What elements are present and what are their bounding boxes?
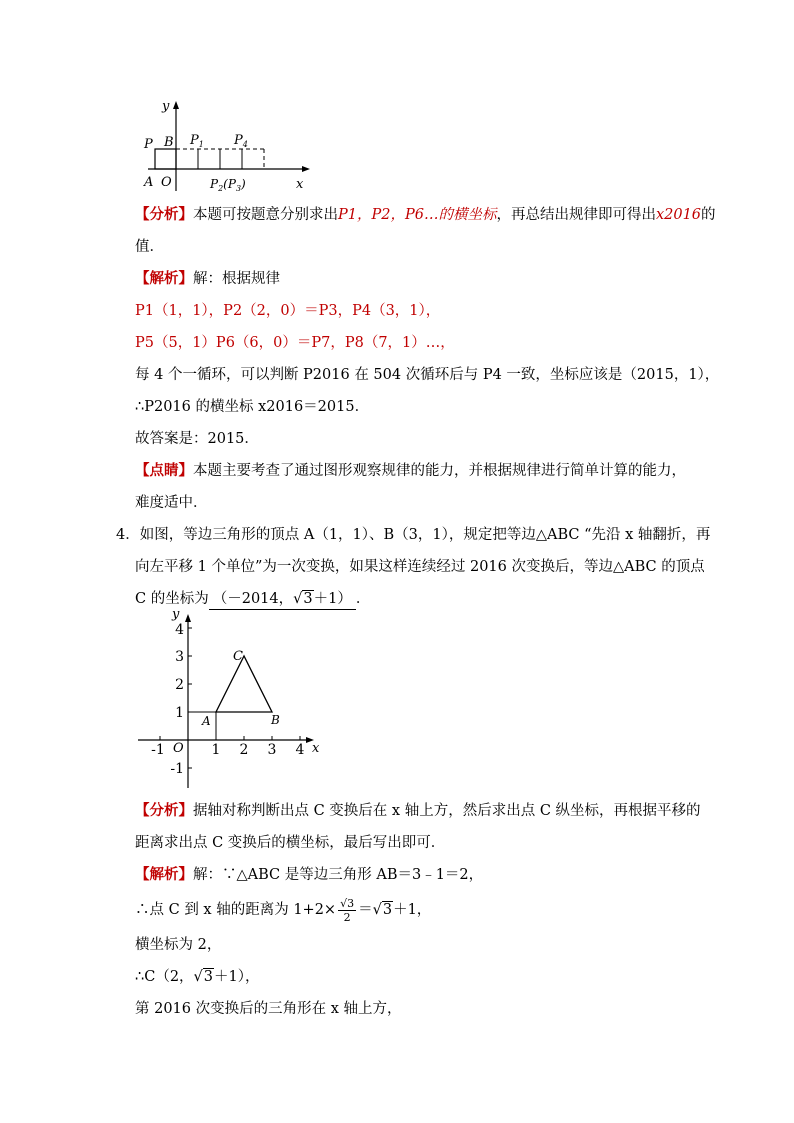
fig1-label-o: O [161,175,172,190]
figure-sequence [140,96,320,198]
p3-cycle-line: 每 4 个一循环，可以判断 P2016 在 504 次循环后与 P4 一致，坐标应该是（2015，1）， [135,367,720,383]
fig1-label-p: P [144,137,153,152]
problem-number: 4． [116,527,140,543]
p3-analysis-line1: 【分析】本题可按题意分别求出P1，P2，P6…的横坐标，再总结出规律即可得出x2016的 [135,206,716,223]
p4-question-line2: 向左平移 1 个单位”为一次变换，如果这样连续经过 2016 次变换后，等边△ABC 的顶点 [135,559,705,575]
fraction: $\frac{√3}{2}$ [340,896,355,924]
fig1-label-p4: $P_4$ [234,133,248,149]
p3-therefore-line: ∴P2016 的横坐标 x2016＝2015． [135,399,370,415]
sqrt: √3 [193,969,214,985]
p3-answer-line: 故答案是：2015． [135,431,259,447]
analysis-tag: 【分析】 [135,802,193,819]
p4-coord-line: ∴C（2，√3＋1）， [135,969,260,985]
p3-sequence-line1: P1（1，1），P2（2，0）＝P3，P4（3，1）， [135,303,441,319]
p3-analysis-line2: 值． [135,239,164,255]
fig1-label-a: A [144,175,154,190]
p3-sequence-line2: P5（5，1）P6（6，0）＝P7，P8（7，1）…， [135,335,455,351]
p3-comment-line1: 【点睛】本题主要考查了通过图形观察规律的能力，并根据规律进行简单计算的能力， [135,462,686,479]
fig2-x-label: x [312,741,320,756]
p4-analysis-line1: 【分析】据轴对称判断出点 C 变换后在 x 轴上方，然后求出点 C 纵坐标，再根据平移的 [135,802,701,819]
fig2-y-tick: -1 [170,761,184,777]
analysis-tag: 【分析】 [135,206,193,223]
fig2-y-tick: 4 [175,622,184,638]
answer-blank: （－2014，√3＋1） [209,589,356,610]
p3-solution-line1: 【解析】解：根据规律 [135,270,280,287]
p4-question-line3: C 的坐标为 （－2014，√3＋1） ． [135,589,370,610]
fig2-y-tick: 1 [175,705,184,721]
fig1-x-label: x [296,177,304,192]
p4-abscissa-line: 横坐标为 2， [135,937,222,953]
fig2-y-label: y [172,610,180,622]
analysis-highlight: P1，P2，P6…的横坐标 [338,207,497,223]
fig2-x-tick: 4 [295,742,305,758]
solution-tag: 【解析】 [135,270,193,287]
fig2-x-tick: 2 [239,742,249,758]
fig2-x-tick: 1 [211,742,221,758]
fig1-label-b: B [164,135,174,150]
fig1-label-p1: $P_1$ [190,133,204,149]
fig2-label-a: A [202,714,211,728]
p4-solution-line1: 【解析】解：∵△ABC 是等边三角形 AB＝3﹣1＝2， [135,866,484,883]
figure-coordinate-plane [136,610,326,794]
fig1-label-p2p3: $P_2(P_3)$ [210,177,246,193]
p4-distance-line: ∴点 C 到 x 轴的距离为 1+2× $\frac{√3}{2}$ ＝√3＋1， [135,896,432,924]
comment-tag: 【点睛】 [135,462,193,479]
sqrt: √3 [372,902,393,918]
fig2-y-tick: 2 [175,677,184,693]
p4-analysis-line2: 距离求出点 C 变换后的横坐标，最后写出即可． [135,835,446,851]
p3-comment-line2: 难度适中． [135,495,208,511]
fig2-label-b: B [271,713,280,727]
solution-tag: 【解析】 [135,866,193,883]
fig2-y-tick: 3 [175,649,184,665]
fig1-y-label: y [162,99,170,114]
fig2-origin: O [173,741,184,756]
triangle-abc [216,656,272,712]
fig2-label-c: C [233,649,243,664]
fig2-x-tick: 3 [267,742,277,758]
p4-question-line1: 4．如图，等边三角形的顶点 A（1，1）、B（3，1），规定把等边△ABC “先沿 x 轴翻折，再 [116,527,711,543]
p4-last-line: 第 2016 次变换后的三角形在 x 轴上方， [135,1001,402,1017]
fig2-x-tick: -1 [151,742,165,758]
